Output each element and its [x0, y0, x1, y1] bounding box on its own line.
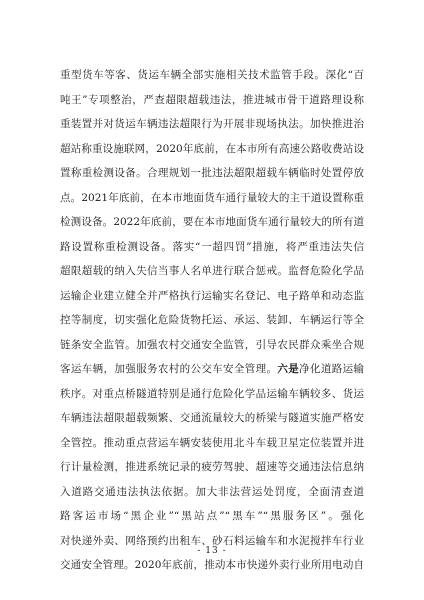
text-line: 置称重检测设备。合理规划一批违法超限超载车辆临时处置停放 [60, 167, 364, 179]
section-emphasis: 六是 [277, 363, 300, 375]
text-line: 检测设备。2022年底前，要在本市地面货车通行量较大的所有道 [60, 216, 364, 228]
text-segment: 净化道路运输 [299, 363, 365, 375]
text-line: 路客运市场“黑企业”“黑站点”“黑车”“黑服务区”。强化 [60, 510, 364, 522]
text-line: 入道路交通违法执法依据。加大非法营运处罚度，全面清查道 [60, 485, 364, 498]
text-line: 车辆违法超限超载频繁、交通流量较大的桥梁与隧道实施严格安 [60, 412, 364, 424]
text-line: 运输企业建立健全并严格执行运输实名登记、电子路单和动态监 [60, 289, 364, 302]
text-line: 路设置称重检测设备。落实“一超四罚”措施，将严重违法失信 [60, 240, 364, 253]
text-line: 控等制度，切实强化危险货物托运、承运、装卸、车辆运行等全 [60, 314, 364, 326]
body-text [60, 63, 364, 578]
text-line: 超限超载的纳入失信当事人名单进行联合惩戒。监督危险化学品 [60, 265, 364, 277]
text-line: 重型货车等客、货运车辆全部实施相关技术监管手段。深化“百 [60, 69, 364, 81]
text-line: 链条安全监管。加强农村交通安全监管，引导农民群众乘坐合规 [60, 338, 364, 351]
text-line: 对快递外卖、网络预约出租车、砂石料运输车和水泥搅拌车行业 [60, 534, 364, 547]
text-line: 超站称重设施联网，2020年底前，在本市所有高速公路收费站设 [60, 142, 364, 155]
text-line: 全管控。推动重点营运车辆安装使用北斗车载卫星定位装置并进 [60, 436, 364, 449]
text-line: 点。2021年底前，在本市地面货车通行量较大的主干道设置称重 [60, 191, 364, 204]
text-line-with-heading [60, 357, 364, 382]
page-number: - 13 - [197, 546, 227, 556]
text-line: 秩序。对重点桥隧道特别是通行危险化学品运输车辆较多、货运 [60, 387, 364, 400]
text-line: 重装置并对货运车辆违法超限行为开展非现场执法。加快推进治 [60, 118, 364, 130]
text-line: 行计量检测，推进系统记录的疲劳驾驶、超速等交通违法信息纳 [60, 461, 364, 473]
text-segment: 客运车辆，加强服务农村的公交车安全管理。 [60, 363, 278, 375]
text-line: 交通安全管理。2020年底前，推动本市快递外卖行业所用电动自 [60, 559, 364, 571]
text-line: 吨王”专项整治，严查超限超载违法，推进城市骨干道路理设称 [60, 93, 364, 106]
